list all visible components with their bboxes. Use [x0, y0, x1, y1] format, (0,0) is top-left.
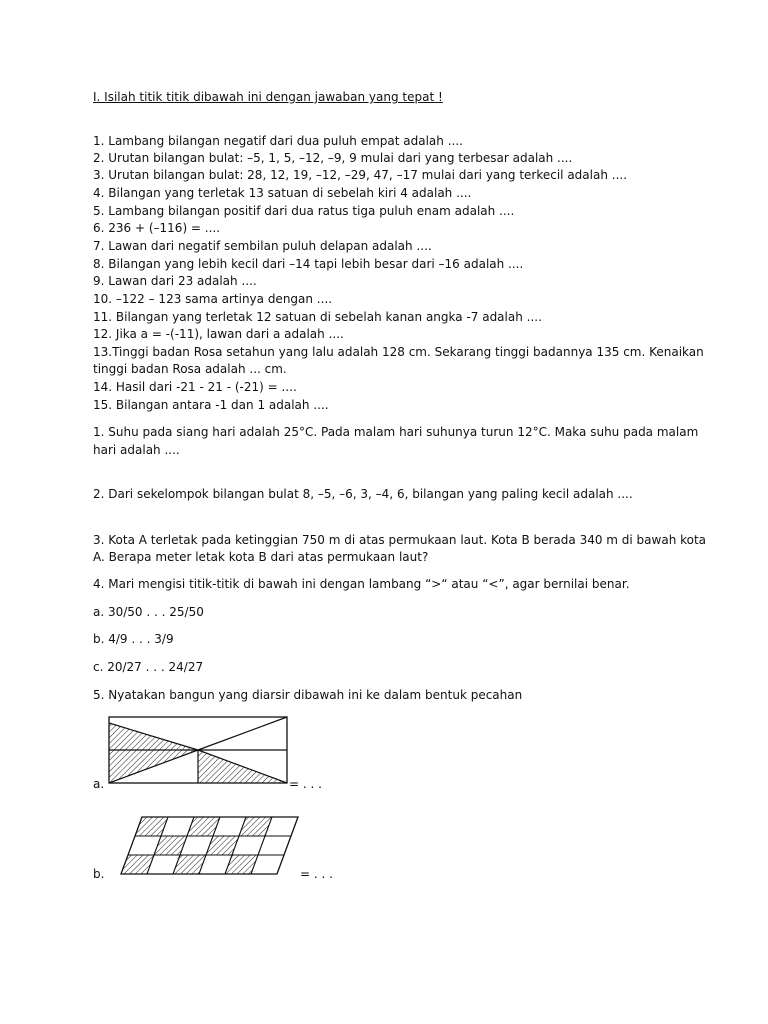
shaded-cell: [225, 855, 258, 874]
question-13-cont: tinggi badan Rosa adalah ... cm.: [93, 362, 287, 376]
shaded-cell: [173, 855, 206, 874]
figure-b-label: b.: [93, 867, 105, 881]
figure-a-label: a.: [93, 777, 105, 791]
essay-3: 3. Kota A terletak pada ketinggian 750 m di atas permukaan laut. Kota B berada 340 m di bawah kota: [93, 533, 707, 547]
essay-1: 1. Suhu pada siang hari adalah 25°C. Pada malam hari suhunya turun 12°C. Maka suhu pada malam: [93, 425, 699, 439]
question-9: 9. Lawan dari 23 adalah ....: [93, 274, 257, 288]
question-10: 10. –122 – 123 sama artinya dengan ....: [93, 292, 333, 306]
question-8: 8. Bilangan yang lebih kecil dari –14 tapi lebih besar dari –16 adalah ....: [93, 257, 524, 271]
question-4: 4. Bilangan yang terletak 13 satuan di sebelah kiri 4 adalah ....: [93, 186, 472, 200]
figure-b-answer: = . . .: [300, 867, 333, 881]
essay-2: 2. Dari sekelompok bilangan bulat 8, –5, –6, 3, –4, 6, bilangan yang paling kecil adalah ....: [93, 487, 633, 501]
shaded-cell: [135, 817, 168, 836]
essay-4b: b. 4/9 . . . 3/9: [93, 632, 174, 646]
question-13: 13.Tinggi badan Rosa setahun yang lalu adalah 128 cm. Sekarang tinggi badannya 135 cm. Kenaikan: [93, 345, 704, 359]
essay-1-cont: hari adalah ....: [93, 443, 180, 457]
essay-4c: c. 20/27 . . . 24/27: [93, 660, 204, 674]
section-heading: I. Isilah titik titik dibawah ini dengan jawaban yang tepat !: [93, 90, 443, 104]
shaded-cell: [154, 836, 187, 855]
shaded-cell: [239, 817, 272, 836]
essay-3-cont: A. Berapa meter letak kota B dari atas permukaan laut?: [93, 550, 429, 564]
question-5: 5. Lambang bilangan positif dari dua ratus tiga puluh enam adalah ....: [93, 204, 515, 218]
question-11: 11. Bilangan yang terletak 12 satuan di sebelah kanan angka -7 adalah ....: [93, 310, 542, 324]
figure-a-shape: [108, 716, 288, 786]
question-7: 7. Lawan dari negatif sembilan puluh delapan adalah ....: [93, 239, 432, 253]
question-3: 3. Urutan bilangan bulat: 28, 12, 19, –12, –29, 47, –17 mulai dari yang terkecil adalah ....: [93, 168, 628, 182]
essay-4a: a. 30/50 . . . 25/50: [93, 605, 204, 619]
shaded-cell: [206, 836, 239, 855]
essay-4: 4. Mari mengisi titik-titik di bawah ini dengan lambang “>“ atau “<”, agar bernilai benar.: [93, 577, 630, 591]
question-12: 12. Jika a = -(-11), lawan dari a adalah ....: [93, 327, 344, 341]
question-14: 14. Hasil dari -21 - 21 - (-21) = ....: [93, 380, 297, 394]
essay-5: 5. Nyatakan bangun yang diarsir dibawah ini ke dalam bentuk pecahan: [93, 688, 523, 702]
question-6: 6. 236 + (–116) = ....: [93, 221, 221, 235]
shaded-cell: [187, 817, 220, 836]
question-1: 1. Lambang bilangan negatif dari dua puluh empat adalah ....: [93, 134, 463, 148]
figure-b-shape: [108, 816, 298, 876]
shaded-cell: [121, 855, 154, 874]
question-15: 15. Bilangan antara -1 dan 1 adalah ....: [93, 398, 329, 412]
question-2: 2. Urutan bilangan bulat: –5, 1, 5, –12, –9, 9 mulai dari yang terbesar adalah ....: [93, 151, 573, 165]
figure-a-answer: = . . .: [289, 777, 322, 791]
